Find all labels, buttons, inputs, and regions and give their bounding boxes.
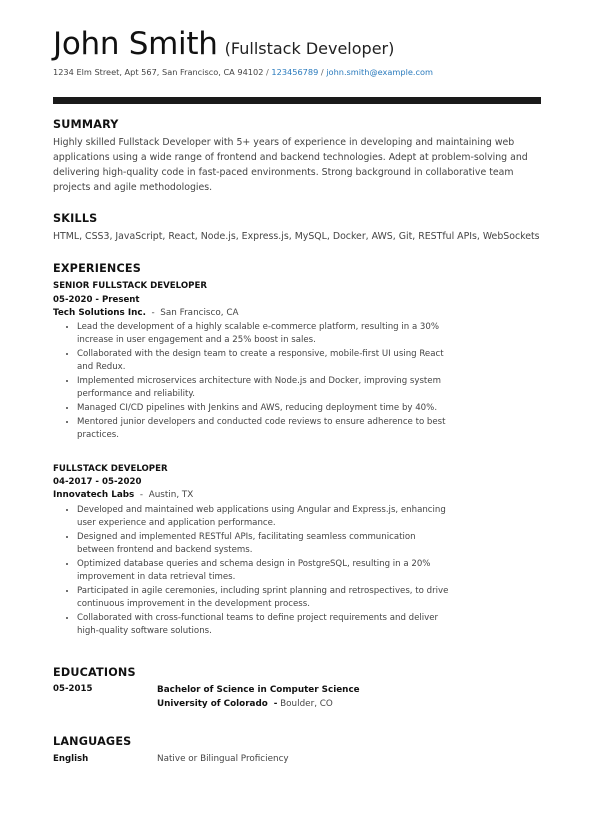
skills-title: SKILLS <box>53 212 98 225</box>
education-date: 05-2015 <box>53 684 93 694</box>
name-heading <box>53 26 394 62</box>
full-name: John Smith <box>53 26 218 62</box>
dash-separator: - <box>270 699 278 709</box>
list-item: • Collaborated with cross-functional teams to define project requirements and deliver high-quality software solutions. <box>77 612 452 639</box>
list-item: • Developed and maintained web applications using Angular and Express.js, enhancing user experience and application performance. <box>77 504 452 531</box>
list-item: • Participated in agile ceremonies, including sprint planning and retrospectives, to drive continuous improvement in the development process. <box>77 585 452 612</box>
job-dates: 05-2020 - Present <box>53 295 140 305</box>
summary-text: Highly skilled Fullstack Developer with 5+ years of experience in developing and maintaining web applications using a wide range of frontend and backend technologies. Adept at problem-solving and delivering high-quality code in fast-paced environments. Strong background in collaborative team projects and agile methodologies. <box>53 137 528 193</box>
company-location: Austin, TX <box>148 490 194 500</box>
school-location: Boulder, CO <box>280 699 333 709</box>
degree: Bachelor of Science in Computer Science <box>157 685 360 695</box>
languages-title: LANGUAGES <box>53 735 132 748</box>
company-line <box>53 308 238 318</box>
address: 1234 Elm Street, Apt 567, San Francisco, CA 94102 <box>53 67 264 77</box>
list-item: • Implemented microservices architecture with Node.js and Docker, improving system performance and reliability. <box>77 375 452 402</box>
language-level: Native or Bilingual Proficiency <box>157 754 289 764</box>
education-details <box>157 683 360 711</box>
job-title: SENIOR FULLSTACK DEVELOPER <box>53 281 207 291</box>
job-role: (Fullstack Developer) <box>224 39 395 58</box>
dash-separator: - <box>148 308 158 318</box>
separator: / <box>266 67 269 77</box>
company-name: Innovatech Labs <box>53 490 135 500</box>
list-item: • Managed CI/CD pipelines with Jenkins and AWS, reducing deployment time by 40%. <box>77 402 452 415</box>
school-name: University of Colorado <box>157 699 268 709</box>
email-link[interactable]: john.smith@example.com <box>326 67 433 77</box>
job-title: FULLSTACK DEVELOPER <box>53 464 168 474</box>
list-item: • Collaborated with the design team to create a responsive, mobile-first UI using React and Redux. <box>77 348 452 375</box>
company-line <box>53 490 193 500</box>
educations-title: EDUCATIONS <box>53 666 136 679</box>
list-item: • Mentored junior developers and conducted code reviews to ensure adherence to best practices. <box>77 416 452 443</box>
job-dates: 04-2017 - 05-2020 <box>53 477 142 487</box>
header-divider <box>53 97 541 104</box>
phone-link[interactable]: 123456789 <box>271 67 319 77</box>
summary-title: SUMMARY <box>53 118 119 131</box>
list-item: • Designed and implemented RESTful APIs, facilitating seamless communication between frontend and backend systems. <box>77 531 452 558</box>
company-location: San Francisco, CA <box>160 308 239 318</box>
language-name: English <box>53 754 89 764</box>
skills-text: HTML, CSS3, JavaScript, React, Node.js, Express.js, MySQL, Docker, AWS, Git, RESTful APIs, WebSockets <box>53 231 540 242</box>
list-item: • Optimized database queries and schema design in PostgreSQL, resulting in a 20% improvement in data retrieval times. <box>77 558 452 585</box>
job-bullets <box>63 321 452 443</box>
contact-line <box>53 67 433 77</box>
experiences-title: EXPERIENCES <box>53 262 142 275</box>
company-name: Tech Solutions Inc. <box>53 308 146 318</box>
job-bullets <box>63 504 452 639</box>
list-item: • Lead the development of a highly scalable e-commerce platform, resulting in a 30% increase in user engagement and a 25% boost in sales. <box>77 321 452 348</box>
separator: / <box>320 67 324 77</box>
dash-separator: - <box>137 490 146 500</box>
